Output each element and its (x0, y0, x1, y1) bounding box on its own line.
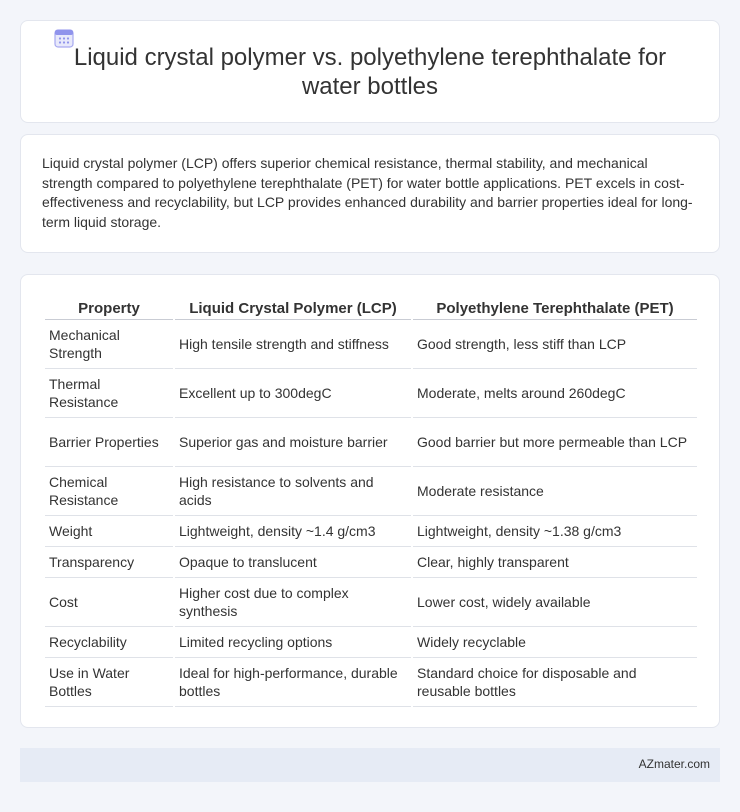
table-row (45, 578, 697, 627)
cell-lcp: High resistance to solvents and acids (175, 467, 411, 516)
header-property: Property (45, 297, 173, 320)
cell-lcp: Limited recycling options (175, 627, 411, 658)
table-row (45, 369, 697, 418)
cell-pet: Clear, highly transparent (413, 547, 697, 578)
footer-brand[interactable]: AZmater.com (638, 757, 710, 771)
cell-property: Cost (45, 578, 173, 627)
cell-lcp: Opaque to translucent (175, 547, 411, 578)
table-row (45, 467, 697, 516)
table-header-row (45, 297, 697, 320)
cell-lcp: Higher cost due to complex synthesis (175, 578, 411, 627)
table-row (45, 418, 697, 467)
cell-pet: Good strength, less stiff than LCP (413, 320, 697, 369)
footer-bar (20, 748, 720, 782)
cell-property: Chemical Resistance (45, 467, 173, 516)
header-pet: Polyethylene Terephthalate (PET) (413, 297, 697, 320)
cell-pet: Moderate resistance (413, 467, 697, 516)
cell-pet: Good barrier but more permeable than LCP (413, 418, 697, 467)
cell-lcp: Ideal for high-performance, durable bottles (175, 658, 411, 707)
cell-property: Weight (45, 516, 173, 547)
cell-lcp: High tensile strength and stiffness (175, 320, 411, 369)
cell-property: Mechanical Strength (45, 320, 173, 369)
cell-lcp: Excellent up to 300degC (175, 369, 411, 418)
intro-paragraph: Liquid crystal polymer (LCP) offers superior chemical resistance, thermal stability, and mechanical strength compared to polyethylene terephthalate (PET) for water bottle applications. PET excels in cost-effectiveness and recyclability, but LCP provides enhanced durability and barrier properties ideal for long-term liquid storage. (42, 155, 693, 230)
intro-card (20, 134, 720, 253)
cell-pet: Lower cost, widely available (413, 578, 697, 627)
table-row (45, 516, 697, 547)
cell-pet: Moderate, melts around 260degC (413, 369, 697, 418)
table-row (45, 320, 697, 369)
comparison-table (43, 297, 699, 707)
cell-pet: Widely recyclable (413, 627, 697, 658)
table-row (45, 627, 697, 658)
cell-property: Barrier Properties (45, 418, 173, 467)
header-card (20, 20, 720, 123)
cell-pet: Standard choice for disposable and reusable bottles (413, 658, 697, 707)
cell-property: Use in Water Bottles (45, 658, 173, 707)
comparison-card (20, 274, 720, 728)
table-row (45, 658, 697, 707)
header-lcp: Liquid Crystal Polymer (LCP) (175, 297, 411, 320)
cell-property: Thermal Resistance (45, 369, 173, 418)
page-title: Liquid crystal polymer vs. polyethylene terephthalate for water bottles (73, 44, 667, 100)
table-row (45, 547, 697, 578)
cell-pet: Lightweight, density ~1.38 g/cm3 (413, 516, 697, 547)
cell-property: Transparency (45, 547, 173, 578)
cell-lcp: Superior gas and moisture barrier (175, 418, 411, 467)
cell-property: Recyclability (45, 627, 173, 658)
cell-lcp: Lightweight, density ~1.4 g/cm3 (175, 516, 411, 547)
